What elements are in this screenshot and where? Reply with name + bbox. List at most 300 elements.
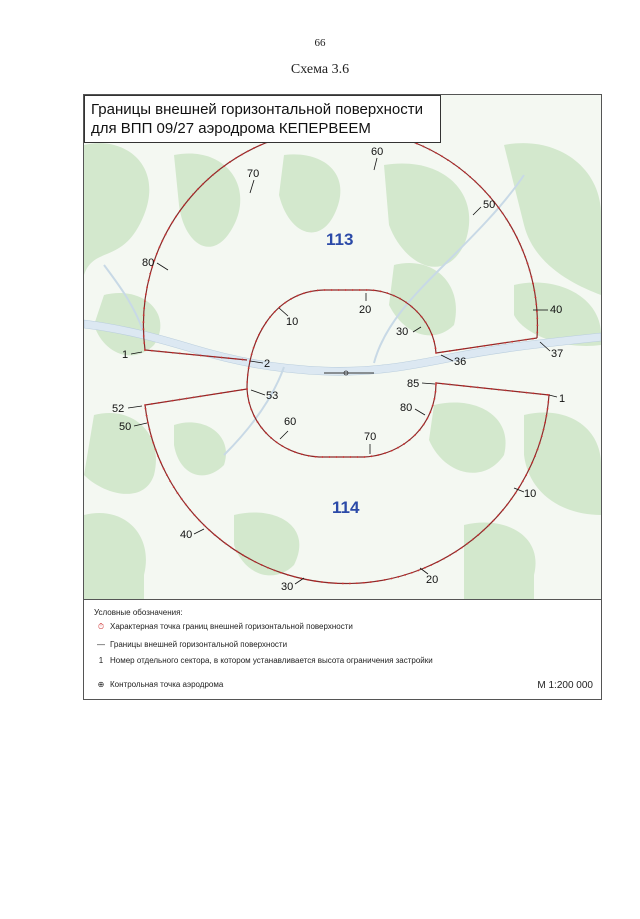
boundary-point [207, 178, 209, 180]
boundary-point [234, 390, 236, 392]
boundary-point [518, 340, 520, 342]
boundary-point [393, 295, 395, 297]
boundary-point [229, 161, 231, 163]
boundary-point [315, 456, 317, 458]
boundary-point [455, 551, 457, 553]
boundary-point [417, 570, 419, 572]
boundary-point [145, 293, 147, 295]
boundary-point [322, 456, 324, 458]
boundary-point [544, 422, 546, 424]
boundary-point [509, 224, 511, 226]
legend-item-control-point [92, 680, 470, 690]
map-canvas [84, 95, 601, 599]
label-10-south: 10 [524, 488, 537, 500]
boundary-point [528, 468, 530, 470]
boundary-point [363, 582, 365, 584]
boundary-point [411, 572, 413, 574]
boundary-point [248, 367, 250, 369]
boundary-point [343, 456, 345, 458]
boundary-point [254, 561, 256, 563]
boundary-point [535, 296, 537, 298]
boundary-point [529, 269, 531, 271]
boundary-point [377, 580, 379, 582]
boundary-point [301, 453, 303, 455]
terrain-layer [84, 95, 601, 599]
boundary-point [536, 331, 538, 333]
boundary-point [336, 456, 338, 458]
boundary-point [241, 389, 243, 391]
boundary-point [177, 492, 179, 494]
boundary-point [497, 514, 499, 516]
boundary-point [279, 306, 281, 308]
boundary-point [506, 504, 508, 506]
boundary-point [435, 384, 437, 386]
boundary-point [370, 581, 372, 583]
boundary-point [484, 387, 486, 389]
boundary-point [534, 455, 536, 457]
boundary-point [484, 191, 486, 193]
boundary-point [168, 228, 170, 230]
boundary-point [449, 350, 451, 352]
boundary-point [213, 393, 215, 395]
boundary-point [241, 154, 243, 156]
boundary-point [441, 155, 443, 157]
boundary-point [527, 262, 529, 264]
boundary-point [519, 243, 521, 245]
boundary-point [280, 572, 282, 574]
boundary-point [373, 289, 375, 291]
boundary-point [536, 317, 538, 319]
boundary-point [352, 289, 354, 291]
boundary-point [484, 345, 486, 347]
boundary-point [166, 474, 168, 476]
boundary-point [151, 350, 153, 352]
boundary-point [464, 171, 466, 173]
boundary-point [380, 290, 382, 292]
boundary-point [321, 581, 323, 583]
boundary-point [163, 468, 165, 470]
boundary-point [235, 358, 237, 360]
boundary-point [218, 169, 220, 171]
boundary-point [416, 310, 418, 312]
boundary-point [466, 543, 468, 545]
boundary-point [284, 302, 286, 304]
boundary-point [428, 327, 430, 329]
boundary-point [155, 449, 157, 451]
boundary-point [447, 159, 449, 161]
boundary-point [391, 450, 393, 452]
boundary-point [335, 582, 337, 584]
label-50-south: 50 [119, 421, 132, 433]
boundary-point [265, 432, 267, 434]
boundary-point [165, 351, 167, 353]
map-title [84, 95, 441, 143]
legend-item-sector [92, 656, 470, 666]
boundary-point [227, 391, 229, 393]
boundary-point [160, 462, 162, 464]
boundary-point [146, 415, 148, 417]
boundary-point [149, 273, 151, 275]
label-30-inner: 30 [396, 326, 409, 338]
boundary-point [203, 524, 205, 526]
boundary-point [491, 388, 493, 390]
boundary-point [308, 455, 310, 457]
boundary-point [511, 341, 513, 343]
boundary-point [518, 486, 520, 488]
map-scale: М 1:200 000 [537, 680, 593, 691]
boundary-point [294, 576, 296, 578]
boundary-point [247, 150, 249, 152]
boundary-point [261, 564, 263, 566]
boundary-point [200, 355, 202, 357]
boundary-point [267, 567, 269, 569]
boundary-point [179, 399, 181, 401]
boundary-point [255, 340, 257, 342]
boundary-point [225, 543, 227, 545]
label-1-east: 1 [559, 393, 566, 405]
label-20-south: 20 [426, 574, 439, 586]
boundary-point [435, 391, 437, 393]
legend-heading: Условные обозначения: [94, 608, 183, 617]
boundary-point [149, 428, 151, 430]
boundary-point [148, 280, 150, 282]
boundary-point [246, 381, 248, 383]
boundary-point [526, 392, 528, 394]
boundary-point [433, 340, 435, 342]
boundary-point [247, 395, 249, 397]
boundary-point [179, 210, 181, 212]
boundary-point [220, 392, 222, 394]
boundary-point [288, 449, 290, 451]
boundary-point [331, 289, 333, 291]
map-area [84, 95, 601, 599]
boundary-point [547, 408, 549, 410]
boundary-point [514, 492, 516, 494]
boundary-point [349, 583, 351, 585]
boundary-point [479, 186, 481, 188]
boundary-point [253, 147, 255, 149]
boundary-point [274, 569, 276, 571]
boundary-point [250, 409, 252, 411]
boundary-point [181, 498, 183, 500]
boundary-point [532, 283, 534, 285]
boundary-point [443, 558, 445, 560]
boundary-point [489, 196, 491, 198]
boundary-point [207, 355, 209, 357]
boundary-point [143, 321, 145, 323]
boundary-point [456, 384, 458, 386]
boundary-point [206, 394, 208, 396]
boundary-point [541, 435, 543, 437]
boundary-point [202, 183, 204, 185]
boundary-point [198, 519, 200, 521]
boundary-point [453, 163, 455, 165]
boundary-point [152, 442, 154, 444]
boundary-point [228, 357, 230, 359]
boundary-point [540, 393, 542, 395]
boundary-point [426, 418, 428, 420]
boundary-point [248, 402, 250, 404]
boundary-point [470, 386, 472, 388]
boundary-point [522, 480, 524, 482]
boundary-point [449, 384, 451, 386]
legend-text-control-point: Контрольная точка аэродрома [110, 680, 224, 689]
boundary-point [435, 347, 437, 349]
boundary-point [145, 408, 147, 410]
boundary-point [317, 289, 319, 291]
boundary-point [261, 427, 263, 429]
boundary-point [246, 388, 248, 390]
boundary-point [434, 398, 436, 400]
boundary-point [251, 354, 253, 356]
boundary-point [497, 343, 499, 345]
boundary-point [194, 514, 196, 516]
boundary-point [425, 321, 427, 323]
boundary-point [510, 498, 512, 500]
label-80-inner: 80 [400, 402, 413, 414]
boundary-point [424, 567, 426, 569]
boundary-point [384, 452, 386, 454]
boundary-point [537, 449, 539, 451]
label-10-inner: 10 [286, 316, 299, 328]
boundary-point [146, 286, 148, 288]
boundary-point [463, 385, 465, 387]
label-2: 2 [264, 358, 271, 370]
boundary-point [242, 554, 244, 556]
boundary-point [247, 374, 249, 376]
boundary-point [430, 564, 432, 566]
boundary-point [143, 342, 145, 344]
label-70-inner: 70 [364, 431, 377, 443]
boundary-point [502, 509, 504, 511]
label-70-north: 70 [247, 168, 260, 180]
label-50-north: 50 [483, 199, 496, 211]
page-number: 66 [314, 37, 326, 49]
boundary-point [188, 199, 190, 201]
boundary-point [470, 347, 472, 349]
boundary-point [282, 445, 284, 447]
boundary-point [193, 354, 195, 356]
boundary-point [186, 353, 188, 355]
boundary-point [502, 212, 504, 214]
boundary-point [535, 303, 537, 305]
boundary-point [290, 298, 292, 300]
boundary-point [219, 538, 221, 540]
label-85: 85 [407, 378, 420, 390]
boundary-point [197, 188, 199, 190]
boundary-point [404, 574, 406, 576]
boundary-point [144, 404, 146, 406]
boundary-point [432, 405, 434, 407]
legend [84, 599, 601, 700]
boundary-point [165, 234, 167, 236]
boundary-point [303, 292, 305, 294]
control-point-icon: ⊕ [97, 680, 105, 689]
boundary-point [192, 193, 194, 195]
boundary-point [253, 415, 255, 417]
boundary-point [477, 346, 479, 348]
label-60-north: 60 [371, 146, 384, 158]
boundary-point [208, 529, 210, 531]
label-37: 37 [551, 348, 564, 360]
boundary-point [307, 579, 309, 581]
boundary-point [143, 335, 145, 337]
boundary-point [175, 216, 177, 218]
boundary-point [477, 387, 479, 389]
point-marker-icon: ⏱ [97, 622, 105, 631]
boundary-point [539, 442, 541, 444]
legend-text-point: Характерная точка границ внешней горизонтальной поверхности [110, 622, 353, 631]
boundary-point [429, 411, 431, 413]
boundary-point [147, 422, 149, 424]
boundary-point [324, 289, 326, 291]
boundary-point [461, 547, 463, 549]
boundary-point [314, 580, 316, 582]
boundary-point [423, 424, 425, 426]
boundary-point [144, 300, 146, 302]
boundary-point [456, 349, 458, 351]
boundary-point [399, 298, 401, 300]
map-title-line2: для ВПП 09/27 аэродрома КЕПЕРВЕЕМ [91, 120, 371, 137]
legend-text-sector: Номер отдельного сектора, в котором устанавливается высота ограничения застройки [110, 656, 433, 665]
boundary-point [143, 314, 145, 316]
boundary-point [189, 509, 191, 511]
boundary-point [165, 401, 167, 403]
boundary-point [236, 551, 238, 553]
boundary-point [230, 547, 232, 549]
boundary-point [242, 359, 244, 361]
boundary-point [157, 455, 159, 457]
boundary-point [235, 157, 237, 159]
scheme-title: Схема 3.6 [290, 62, 350, 77]
boundary-point [533, 290, 535, 292]
boundary-point [193, 397, 195, 399]
boundary-point [377, 454, 379, 456]
label-52: 52 [112, 403, 125, 415]
boundary-point [419, 429, 421, 431]
boundary-point [161, 240, 163, 242]
boundary-point [458, 167, 460, 169]
boundary-point [397, 447, 399, 449]
boundary-point [449, 554, 451, 556]
boundary-point [429, 149, 431, 151]
boundary-point [405, 301, 407, 303]
boundary-point [258, 334, 260, 336]
label-60-inner: 60 [284, 416, 297, 428]
boundary-point [345, 289, 347, 291]
boundary-point [537, 324, 539, 326]
boundary-point [214, 356, 216, 358]
boundary-point [477, 534, 479, 536]
boundary-point [474, 181, 476, 183]
boundary-point [524, 256, 526, 258]
boundary-point [543, 429, 545, 431]
boundary-point [469, 176, 471, 178]
boundary-point [172, 400, 174, 402]
boundary-point [328, 582, 330, 584]
boundary-point [342, 583, 344, 585]
boundary-point [442, 383, 444, 385]
boundary-point [248, 558, 250, 560]
boundary-point [143, 307, 145, 309]
boundary-point [371, 455, 373, 457]
boundary-point [519, 391, 521, 393]
boundary-point [329, 456, 331, 458]
boundary-point [435, 352, 437, 354]
legend-item-point [92, 622, 470, 632]
boundary-point [364, 456, 366, 458]
map-title-line1: Границы внешней горизонтальной поверхности [91, 101, 423, 118]
boundary-point [169, 480, 171, 482]
boundary-point [493, 520, 495, 522]
boundary-point [158, 350, 160, 352]
boundary-point [547, 401, 549, 403]
boundary-point [199, 395, 201, 397]
boundary-point [259, 144, 261, 146]
label-20-inner: 20 [359, 304, 372, 316]
boundary-point [185, 504, 187, 506]
boundary-point [294, 451, 296, 453]
boundary-point [265, 322, 267, 324]
boundary-point [173, 486, 175, 488]
boundary-point [483, 529, 485, 531]
boundary-point [366, 289, 368, 291]
boundary-point [525, 474, 527, 476]
boundary-point [512, 390, 514, 392]
boundary-point [397, 576, 399, 578]
boundary-point [297, 295, 299, 297]
boundary-point [546, 415, 548, 417]
boundary-point [442, 351, 444, 353]
boundary-point [435, 152, 437, 154]
boundary-point [171, 222, 173, 224]
boundary-point [270, 437, 272, 439]
boundary-point [287, 574, 289, 576]
boundary-point [532, 338, 534, 340]
boundary-point [338, 289, 340, 291]
label-1-west: 1 [122, 349, 129, 361]
boundary-point [386, 292, 388, 294]
sector-number-icon: 1 [98, 656, 104, 665]
boundary-point [403, 443, 405, 445]
boundary-point [546, 394, 548, 396]
label-36: 36 [454, 356, 467, 368]
boundary-point [253, 347, 255, 349]
boundary-point [156, 253, 158, 255]
boundary-point [158, 402, 160, 404]
boundary-point [411, 306, 413, 308]
boundary-point [533, 392, 535, 394]
boundary-point [506, 218, 508, 220]
boundary-point [221, 357, 223, 359]
boundary-point [437, 561, 439, 563]
boundary-point [463, 348, 465, 350]
boundary-point [151, 403, 153, 405]
boundary-point [212, 174, 214, 176]
sector-114: 114 [332, 498, 360, 517]
boundary-point [472, 538, 474, 540]
boundary-point [172, 352, 174, 354]
boundary-point [488, 525, 490, 527]
label-53: 53 [266, 390, 279, 402]
boundary-point [150, 435, 152, 437]
label-80-north: 80 [142, 257, 155, 269]
map-frame [83, 94, 602, 700]
boundary-point [516, 237, 518, 239]
boundary-point [421, 316, 423, 318]
boundary-point [498, 207, 500, 209]
boundary-point [310, 291, 312, 293]
